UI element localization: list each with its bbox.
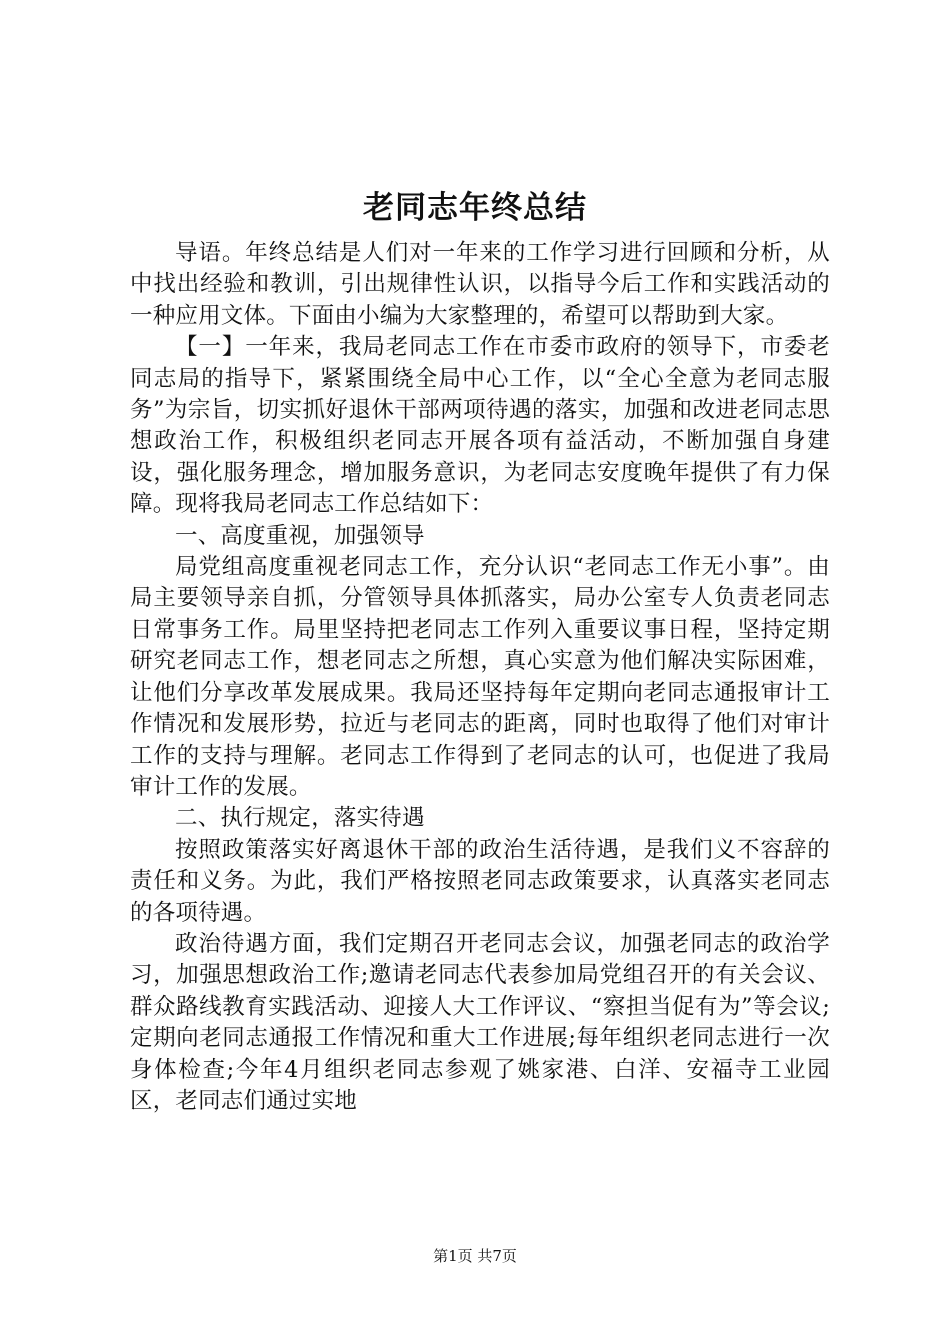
page-title: 老同志年终总结 xyxy=(363,190,587,226)
paragraph-leadership: 局党组高度重视老同志工作，充分认识“老同志工作无小事”。由局主要领导亲自抓，分管领导具体抓落实，局办公室专人负责老同志日常事务工作。局里坚持把老同志工作列入重要议事日程，坚持定期研究老同志工作，想老同志之所想，真心实意为他们解决实际困难，让他们分享改革发展成果。我局还坚持每年定期向老同志通报审计工作情况和发展形势，拉近与老同志的距离，同时也取得了他们对审计工作的支持与理解。老同志工作得到了老同志的认可，也促进了我局审计工作的发展。 xyxy=(130,554,830,800)
paragraph-political-treatment: 政治待遇方面，我们定期召开老同志会议，加强老同志的政治学习，加强思想政治工作;邀请老同志代表参加局党组召开的有关会议、群众路线教育实践活动、迎接人大工作评议、“察担当促有为”等会议;定期向老同志通报工作情况和重大工作进展;每年组织老同志进行一次身体检查;今年4月组织老同志参观了姚家港、白洋、安福寺工业园区，老同志们通过实地 xyxy=(130,930,830,1114)
page-footer: 第1页 共7页 xyxy=(433,1247,517,1265)
paragraph-intro: 导语。年终总结是人们对一年来的工作学习进行回顾和分析，从中找出经验和教训，引出规律性认识，以指导今后工作和实践活动的一种应用文体。下面由小编为大家整理的，希望可以帮助到大家。 xyxy=(130,240,830,329)
heading-benefits: 二、执行规定，落实待遇 xyxy=(175,805,425,832)
paragraph-benefits: 按照政策落实好离退休干部的政治生活待遇，是我们义不容辞的责任和义务。为此，我们严格按照老同志政策要求，认真落实老同志的各项待遇。 xyxy=(130,836,830,926)
heading-leadership: 一、高度重视，加强领导 xyxy=(175,522,425,549)
document-body xyxy=(130,238,830,1117)
paragraph-section-one: 【一】一年来，我局老同志工作在市委市政府的领导下，市委老同志局的指导下，紧紧围绕全局中心工作，以“全心全意为老同志服务”为宗旨，切实抓好退休干部两项待遇的落实，加强和改进老同志思想政治工作，积极组织老同志开展各项有益活动，不断加强自身建设，强化服务理念，增加服务意识，为老同志安度晚年提供了有力保障。现将我局老同志工作总结如下： xyxy=(130,334,830,518)
